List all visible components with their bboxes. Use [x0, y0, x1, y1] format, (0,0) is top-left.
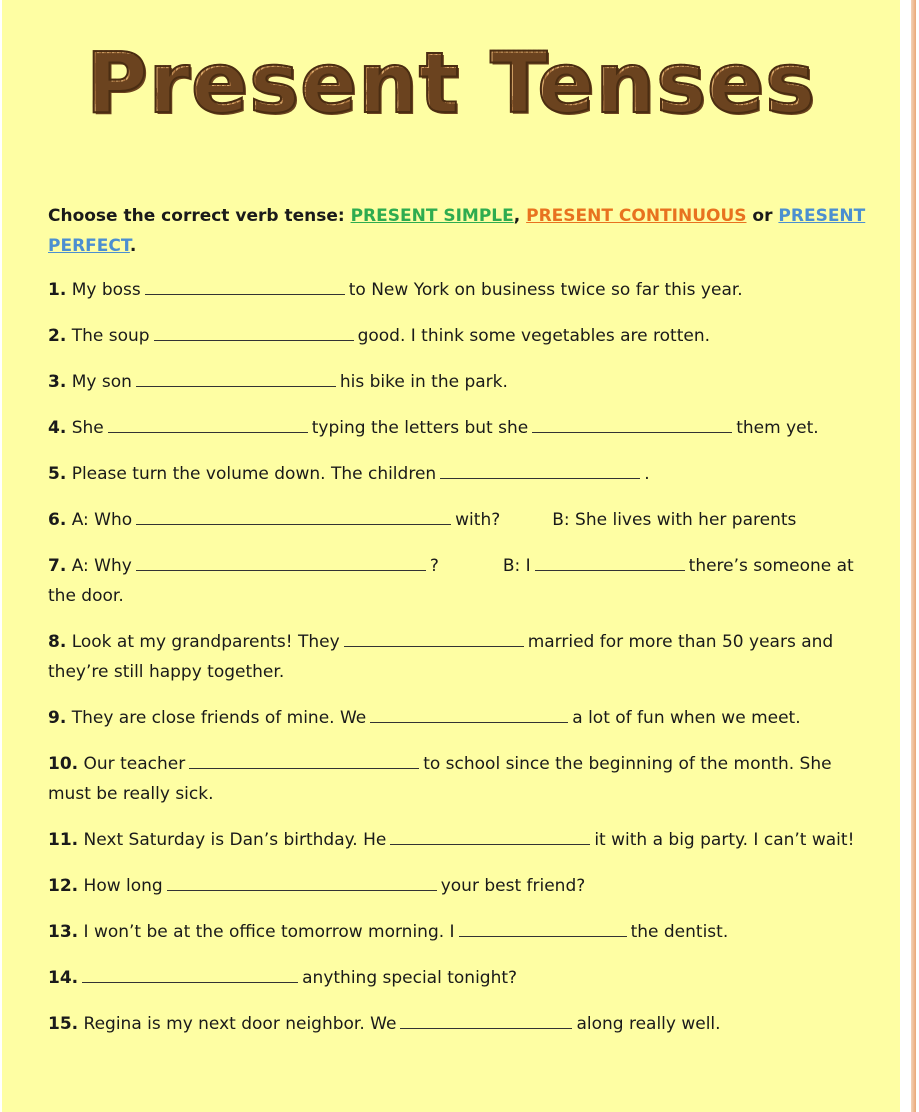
answer-blank[interactable] [440, 464, 640, 479]
tense-present-continuous: PRESENT CONTINUOUS [526, 206, 747, 226]
question-text: there’s someone at the door. [48, 556, 854, 606]
question-number: 2. [48, 326, 67, 346]
question-text: it with a big party. I can’t wait! [594, 830, 855, 850]
question-number: 7. [48, 556, 67, 576]
answer-blank[interactable] [136, 372, 336, 387]
question-number: 3. [48, 372, 67, 392]
answer-blank[interactable] [167, 876, 437, 891]
question-4 [48, 413, 878, 443]
question-6 [48, 505, 878, 535]
question-13 [48, 917, 878, 947]
question-1 [48, 275, 878, 305]
page-title: Present Tenses [85, 34, 816, 132]
question-text: How long [83, 876, 163, 896]
question-text: to New York on business twice so far this year. [348, 280, 743, 300]
question-text: anything special tonight? [302, 968, 518, 988]
instructions [48, 201, 878, 261]
question-text: Regina is my next door neighbor. We [83, 1014, 397, 1034]
instructions-prefix: Choose the correct verb tense: [48, 206, 351, 226]
question-text: a lot of fun when we meet. [572, 708, 801, 728]
question-number: 5. [48, 464, 67, 484]
question-text: to school since the beginning of the month. She must be really sick. [48, 754, 832, 804]
question-text: Next Saturday is Dan’s birthday. He [83, 830, 387, 850]
answer-blank[interactable] [535, 556, 685, 571]
page-edge [900, 0, 919, 1112]
question-8 [48, 627, 878, 687]
question-3 [48, 367, 878, 397]
question-text: typing the letters but she [311, 418, 529, 438]
question-text: A: Who [71, 510, 133, 530]
question-12 [48, 871, 878, 901]
question-text: ? [429, 556, 439, 576]
question-text: the dentist. [630, 922, 729, 942]
answer-blank[interactable] [400, 1014, 572, 1029]
question-number: 6. [48, 510, 67, 530]
answer-blank[interactable] [136, 556, 426, 571]
answer-blank[interactable] [108, 418, 308, 433]
question-text: She [71, 418, 104, 438]
answer-blank[interactable] [532, 418, 732, 433]
question-number: 12. [48, 876, 79, 896]
instructions-end: . [129, 236, 137, 256]
question-text: My boss [71, 280, 141, 300]
answer-blank[interactable] [145, 280, 345, 295]
answer-blank[interactable] [82, 968, 298, 983]
answer-blank[interactable] [154, 326, 354, 341]
question-5 [48, 459, 878, 489]
question-number: 10. [48, 754, 79, 774]
question-text: Our teacher [83, 754, 186, 774]
question-2 [48, 321, 878, 351]
answer-blank[interactable] [390, 830, 590, 845]
question-text: good. I think some vegetables are rotten. [357, 326, 711, 346]
question-text: The soup [71, 326, 150, 346]
answer-blank[interactable] [370, 708, 568, 723]
question-9 [48, 703, 878, 733]
page-edge-border [911, 0, 916, 1112]
question-14 [48, 963, 878, 993]
question-text: your best friend? [440, 876, 586, 896]
question-number: 1. [48, 280, 67, 300]
question-11 [48, 825, 878, 855]
tense-present-perfect: PRESENT PERFECT [48, 206, 866, 256]
question-text: along really well. [576, 1014, 721, 1034]
question-text: married for more than 50 years and they’re still happy together. [48, 632, 834, 682]
dialogue-answer: B: I [502, 556, 531, 576]
question-text: Please turn the volume down. The children [71, 464, 437, 484]
question-15 [48, 1009, 878, 1039]
question-text: with? [455, 510, 501, 530]
instructions-separator: , [513, 206, 527, 226]
question-number: 9. [48, 708, 67, 728]
question-number: 14. [48, 968, 79, 988]
question-text: My son [71, 372, 132, 392]
exercise-content [48, 201, 878, 1055]
question-text: Look at my grandparents! They [71, 632, 340, 652]
question-text: They are close friends of mine. We [71, 708, 367, 728]
question-number: 8. [48, 632, 67, 652]
answer-blank[interactable] [189, 754, 419, 769]
question-number: 4. [48, 418, 67, 438]
dialogue-answer: B: She lives with her parents [552, 510, 797, 530]
question-number: 13. [48, 922, 79, 942]
worksheet-page [2, 0, 900, 1112]
question-text: . [644, 464, 650, 484]
question-text: them yet. [736, 418, 819, 438]
question-text: A: Why [71, 556, 132, 576]
question-7 [48, 551, 878, 611]
answer-blank[interactable] [344, 632, 524, 647]
question-text: his bike in the park. [339, 372, 508, 392]
question-10 [48, 749, 878, 809]
question-number: 11. [48, 830, 79, 850]
tense-present-simple: PRESENT SIMPLE [350, 206, 514, 226]
question-number: 15. [48, 1014, 79, 1034]
answer-blank[interactable] [136, 510, 451, 525]
question-text: I won’t be at the office tomorrow morning. I [83, 922, 455, 942]
answer-blank[interactable] [459, 922, 627, 937]
instructions-or: or [746, 206, 779, 226]
